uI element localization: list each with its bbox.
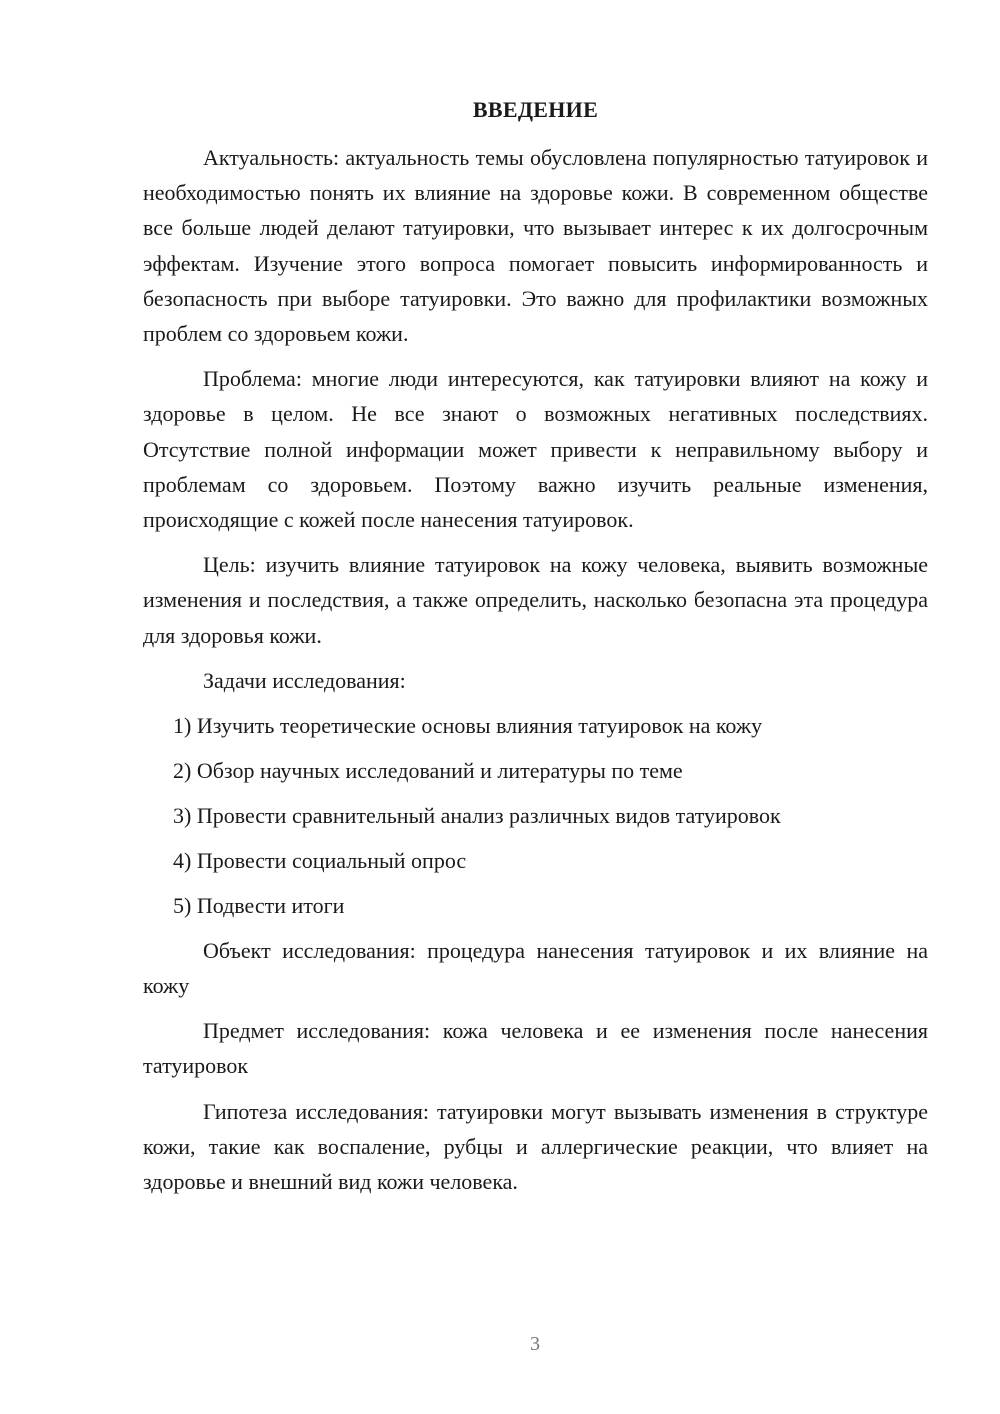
page-content — [143, 94, 928, 1209]
object-paragraph: Объект исследования: процедура нанесения татуировок и их влияние на кожу — [143, 937, 928, 999]
task-item-3: 3) Провести сравнительный анализ различных видов татуировок — [173, 802, 781, 828]
task-item-2: 2) Обзор научных исследований и литературы по теме — [173, 757, 683, 783]
relevance-paragraph: Актуальность: актуальность темы обусловлена популярностью татуировок и необходимостью понять их влияние на здоровье кожи. В современном обществе все больше людей делают татуировки, что вызывает интерес к их долгосрочным эффектам. Изучение этого вопроса помогает повысить информированность и безопасность при выборе татуировки. Это важно для профилактики возможных проблем со здоровьем кожи. — [143, 145, 928, 347]
task-item-5: 5) Подвести итоги — [173, 892, 345, 918]
tasks-heading: Задачи исследования: — [203, 667, 406, 693]
task-item-1: 1) Изучить теоретические основы влияния татуировок на кожу — [173, 712, 763, 738]
hypothesis-paragraph: Гипотеза исследования: татуировки могут вызывать изменения в структуре кожи, такие как воспаление, рубцы и аллергические реакции, что влияет на здоровье и внешний вид кожи человека. — [143, 1098, 928, 1195]
task-list — [143, 708, 928, 923]
problem-paragraph: Проблема: многие люди интересуются, как татуировки влияют на кожу и здоровье в целом. Не все знают о возможных негативных последствиях. Отсутствие полной информации может привести к неправильному выбору и проблемам со здоровьем. Поэтому важно изучить реальные изменения, происходящие с кожей после нанесения татуировок. — [143, 366, 928, 533]
goal-paragraph: Цель: изучить влияние татуировок на кожу человека, выявить возможные изменения и последствия, а также определить, насколько безопасна эта процедура для здоровья кожи. — [143, 552, 928, 648]
page-number: 3 — [530, 1333, 540, 1355]
subject-paragraph: Предмет исследования: кожа человека и ее изменения после нанесения татуировок — [143, 1018, 928, 1079]
page-title: ВВЕДЕНИЕ — [472, 97, 599, 122]
task-item-4: 4) Провести социальный опрос — [173, 847, 467, 873]
